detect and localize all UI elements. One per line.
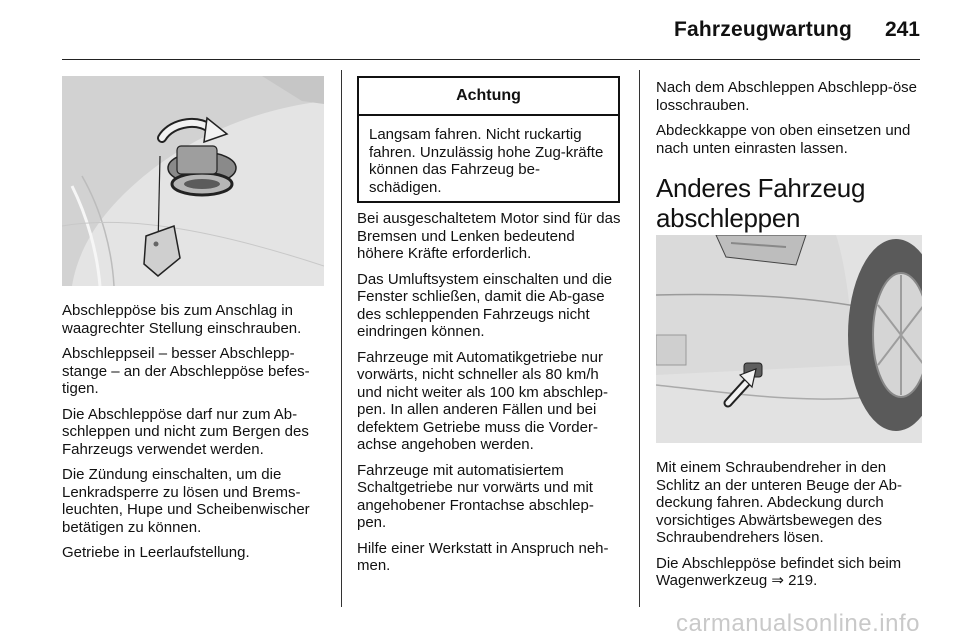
paragraph: Fahrzeuge mit automatisiertem Schaltgetriebe nur vorwärts und mit angehobener Frontachse abschlep-pen. bbox=[357, 461, 594, 531]
column-3-after-figure bbox=[656, 459, 922, 598]
column-1-text bbox=[62, 302, 324, 570]
paragraph: Die Abschleppöse befindet sich beim Wagenwerkzeug ⇒ 219. bbox=[656, 554, 902, 589]
section-title: Fahrzeugwartung bbox=[673, 18, 852, 41]
column-3-text bbox=[656, 79, 922, 251]
header-divider bbox=[62, 59, 920, 60]
column-2-text bbox=[357, 210, 622, 583]
paragraph: Getriebe in Leerlaufstellung. bbox=[62, 544, 250, 561]
column-divider-2 bbox=[639, 70, 640, 607]
paragraph: Nach dem Abschleppen Abschlepp-öse losschrauben. bbox=[656, 79, 918, 114]
towing-eye-front-illustration bbox=[62, 76, 324, 286]
paragraph: Bei ausgeschaltetem Motor sind für das Bremsen und Lenken bedeutend höhere Kräfte erforderlich. bbox=[357, 210, 621, 262]
paragraph: Fahrzeuge mit Automatikgetriebe nur vorwärts, nicht schneller als 80 km/h und nicht weiter als 100 km abschlep-pen. In allen anderen Fällen und bei defektem Getriebe muss die Vorder-achse angehoben werden. bbox=[357, 348, 608, 453]
paragraph: Hilfe einer Werkstatt in Anspruch neh-men. bbox=[357, 539, 609, 574]
paragraph: Abschleppöse bis zum Anschlag in waagrechter Stellung einschrauben. bbox=[62, 302, 302, 337]
paragraph: Mit einem Schraubendreher in den Schlitz an der unteren Beuge der Ab-deckung fahren. Abdeckung durch vorsichtiges Abwärtsbewegen des Schraubendrehers lösen. bbox=[656, 459, 902, 546]
section-heading: Anderes Fahrzeug abschleppen bbox=[656, 173, 866, 233]
watermark: carmanualsonline.info bbox=[676, 610, 920, 637]
paragraph: Abschleppseil – besser Abschlepp-stange – an der Abschleppöse befes-tigen. bbox=[62, 345, 310, 397]
paragraph: Abdeckkappe von oben einsetzen und nach unten einrasten lassen. bbox=[656, 122, 911, 157]
caution-text: Langsam fahren. Nicht ruckartig fahren. Unzulässig hohe Zug-kräfte können das Fahrzeug be-schädigen. bbox=[369, 126, 604, 196]
column-divider-1 bbox=[341, 70, 342, 607]
paragraph: Das Umluftsystem einschalten und die Fenster schließen, damit die Ab-gase des schleppenden Fahrzeugs nicht eindringen können. bbox=[357, 270, 613, 340]
caution-box bbox=[357, 76, 620, 203]
paragraph: Die Abschleppöse darf nur zum Ab-schleppen und nicht zum Bergen des Fahrzeugs verwendet werden. bbox=[62, 405, 309, 458]
paragraph: Die Zündung einschalten, um die Lenkradsperre zu lösen und Brems-leuchten, Hupe und Scheibenwischer betätigen zu können. bbox=[62, 466, 310, 536]
caution-title: Achtung bbox=[359, 78, 618, 116]
rear-bumper-illustration bbox=[656, 235, 922, 443]
page-number: 241 bbox=[884, 18, 920, 41]
